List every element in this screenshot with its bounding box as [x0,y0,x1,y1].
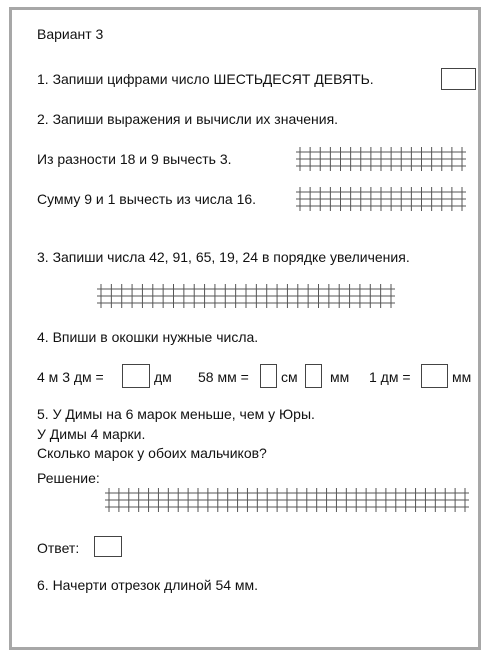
variant-title: Вариант 3 [37,26,104,42]
task4-box-mm2[interactable] [421,364,448,388]
task4-expr3-unit: мм [452,369,472,385]
task3-text: 3. Запиши числа 42, 91, 65, 19, 24 в порядке увеличения. [37,249,410,265]
task5-answer-label: Ответ: [37,540,80,556]
task5-answer-box[interactable] [94,536,122,557]
task4-expr2-unit2: мм [330,369,350,385]
task2-line-a: Из разности 18 и 9 вычесть 3. [37,151,232,167]
task4-box-cm[interactable] [260,364,277,388]
task4-expr2-left: 58 мм = [198,369,249,385]
task4-box-mm[interactable] [305,364,322,388]
task6-text: 6. Начерти отрезок длиной 54 мм. [37,577,259,593]
task2-text: 2. Запиши выражения и вычисли их значения. [37,111,339,127]
task3-grid[interactable] [97,283,395,309]
task2-line-b: Сумму 9 и 1 вычесть из числа 16. [37,191,257,207]
task5-line1: 5. У Димы на 6 марок меньше, чем у Юры. [37,406,315,422]
task5-solution-label: Решение: [37,470,100,486]
task1-text: 1. Запиши цифрами число ШЕСТЬДЕСЯТ ДЕВЯТЬ. [37,71,374,87]
task4-box-dm[interactable] [122,364,150,388]
task1-answer-box[interactable] [441,68,476,90]
task5-line3: Сколько марок у обоих мальчиков? [37,445,267,461]
task4-text: 4. Впиши в окошки нужные числа. [37,329,259,345]
task4-expr1-left: 4 м 3 дм = [37,369,104,385]
task5-solution-grid[interactable] [105,487,469,513]
task5-line2: У Димы 4 марки. [37,426,146,442]
task2-grid-a[interactable] [296,146,466,172]
task4-expr3-left: 1 дм = [369,369,411,385]
task4-expr2-unit1: см [281,369,298,385]
task2-grid-b[interactable] [296,186,466,212]
task4-expr1-unit: дм [154,369,172,385]
